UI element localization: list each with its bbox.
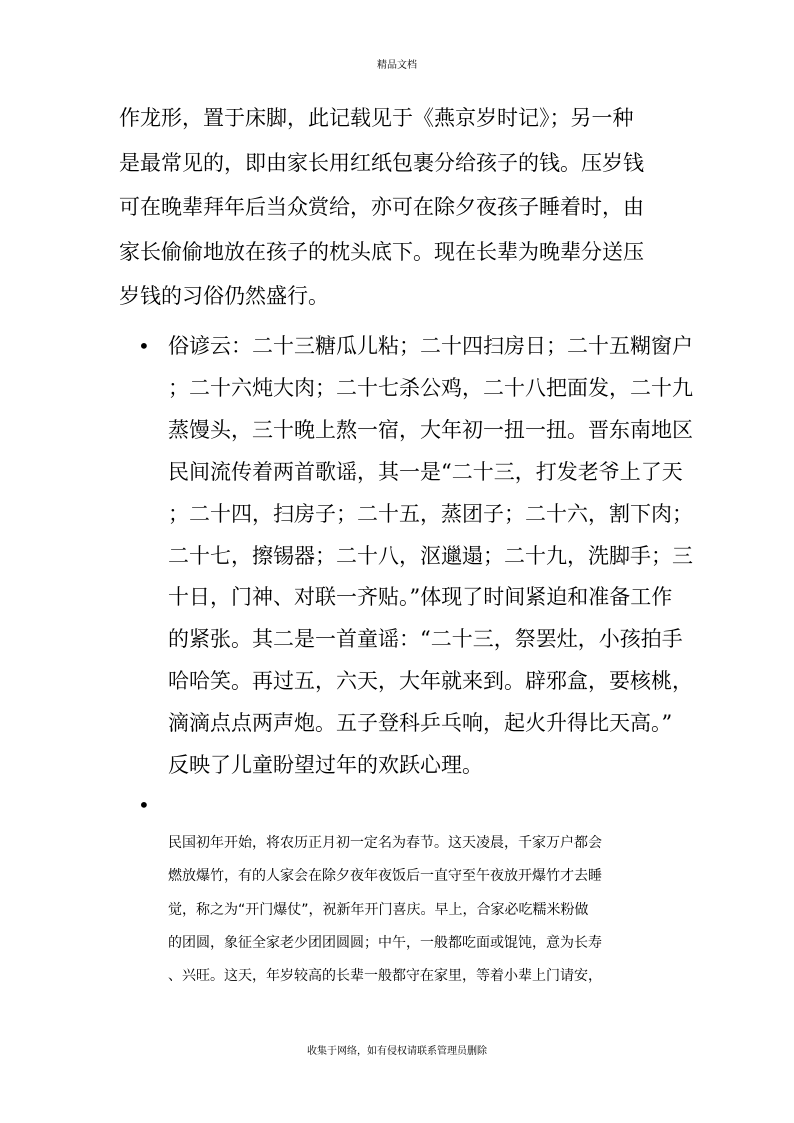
text-line: 二十七，擦锡器；二十八，沤邋遢；二十九，洗脚手；三 — [168, 543, 693, 568]
text-line: 滴滴点点两声炮。五子登科乒乓响，起火升得比天高。” — [168, 711, 673, 736]
text-line: 燃放爆竹，有的人家会在除夕夜年夜饭后一直守至午夜放开爆竹才去睡 — [168, 868, 602, 885]
text-line: 的紧张。其二是一首童谣：“二十三，祭罢灶，小孩拍手 — [168, 627, 683, 652]
text-line: 哈哈笑。再过五，六天，大年就来到。辟邪盒，要核桃， — [168, 669, 693, 694]
text-line: 民国初年开始，将农历正月初一定名为春节。这天凌晨，千家万户都会 — [168, 835, 602, 851]
bullet-item-spring-festival — [168, 827, 602, 993]
text-line: 十日，门神、对联一齐贴。”体现了时间紧迫和准备工作 — [168, 585, 673, 610]
page-footer: 收集于网络，如有侵权请联系管理员删除 — [307, 1046, 487, 1057]
text-line: 民间流传着两首歌谣，其一是“二十三，打发老爷上了天 — [168, 459, 683, 484]
page-header: 精品文档 — [377, 60, 417, 71]
text-line: 家长偷偷地放在孩子的枕头底下。现在长辈为晚辈分送压 — [119, 239, 644, 264]
text-line: 岁钱的习俗仍然盛行。 — [119, 284, 329, 309]
text-line: 、兴旺。这天，年岁较高的长辈一般都守在家里，等着小辈上门请安， — [168, 968, 602, 985]
bullet-marker: • — [138, 793, 150, 817]
text-line: ；二十六炖大肉；二十七杀公鸡，二十八把面发，二十九 — [168, 375, 693, 400]
text-line: 觉，称之为“开门爆仗”，祝新年开门喜庆。早上，合家必吃糯米粉做 — [168, 901, 589, 918]
text-line: ；二十四，扫房子；二十五，蒸团子；二十六，割下肉； — [168, 501, 693, 526]
text-line: 的团圆，象征全家老少团团圆圆；中午，一般都吃面或馄饨，意为长寿 — [168, 934, 602, 951]
text-line: 俗谚云：二十三糖瓜儿粘；二十四扫房日；二十五糊窗户 — [168, 334, 693, 358]
text-line: 反映了儿童盼望过年的欢跃心理。 — [168, 753, 483, 778]
text-line: 蒸馒头，三十晚上熬一宿，大年初一扭一扭。晋东南地区 — [168, 417, 693, 442]
text-line: 可在晚辈拜年后当众赏给，亦可在除夕夜孩子睡着时，由 — [119, 195, 644, 220]
paragraph-continuation — [119, 96, 644, 319]
text-line: 作龙形，置于床脚，此记载见于《燕京岁时记》；另一种 — [119, 106, 634, 130]
bullet-item-folk-sayings — [168, 326, 693, 787]
bullet-marker: • — [138, 334, 150, 358]
text-line: 是最常见的，即由家长用红纸包裹分给孩子的钱。压岁钱 — [119, 150, 644, 175]
